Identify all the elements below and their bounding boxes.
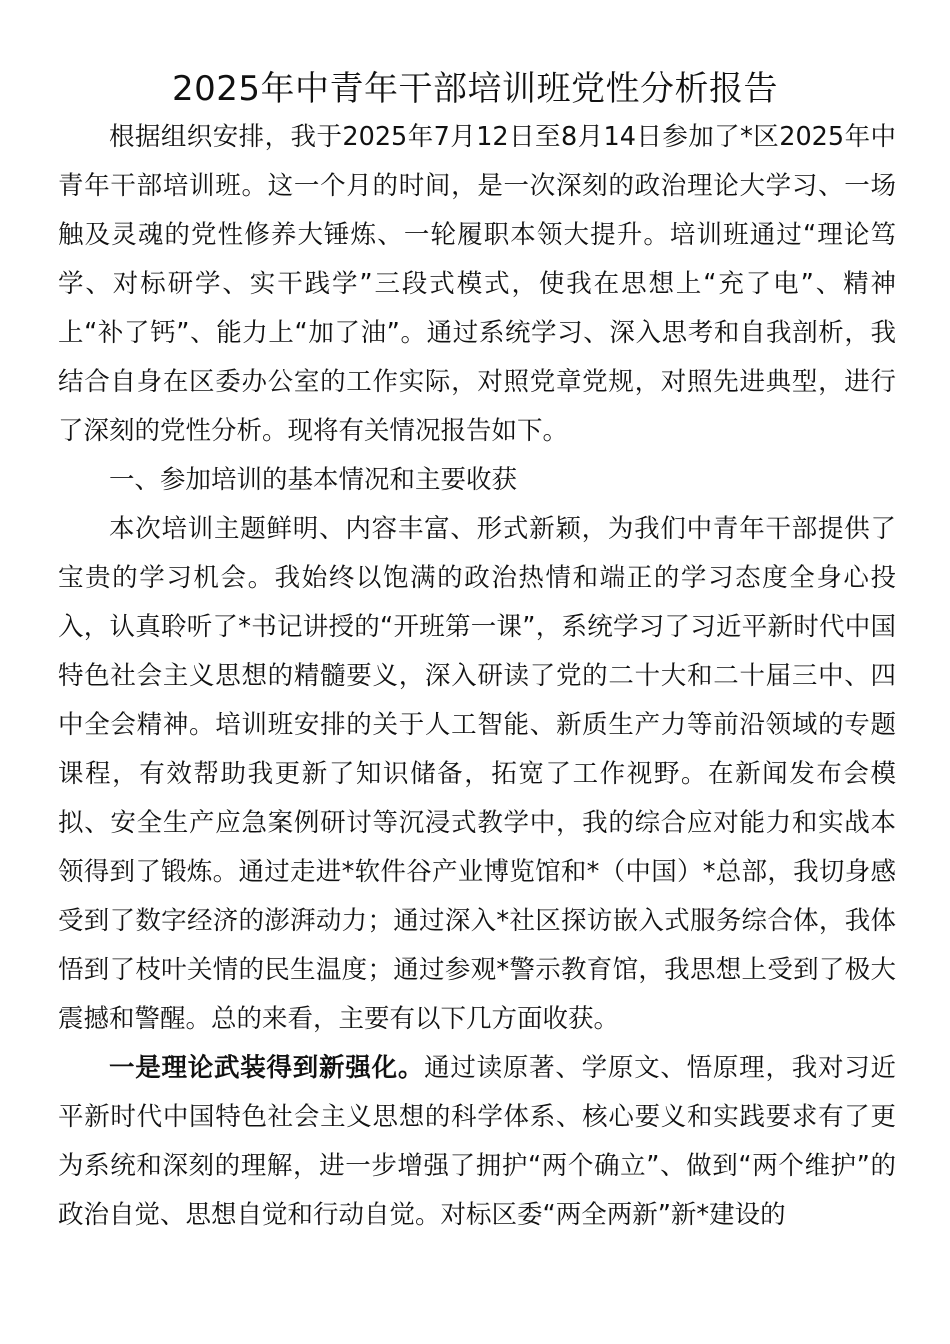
intro-paragraph: 根据组织安排，我于2025年7月12日至8月14日参加了*区2025年中青年干部培训班。这一个月的时间，是一次深刻的政治理论大学习、一场触及灵魂的党性修养大锤炼、一轮履职本领大提升。培训班通过“理论笃学、对标研学、实干践学”三段式模式，使我在思想上“充了电”、精神上“补了钙”、能力上“加了油”。通过系统学习、深入思考和自我剖析，我结合自身在区委办公室的工作实际，对照党章党规，对照先进典型，进行了深刻的党性分析。现将有关情况报告如下。 xyxy=(58,122,896,446)
point-one-text: 通过读原著、学原文、悟原理，我对习近平新时代中国特色社会主义思想的科学体系、核心要义和实践要求有了更为系统和深刻的理解，进一步增强了拥护“两个确立”、做到“两个维护”的政治自觉、思想自觉和行动自觉。对标区委“两全两新”新*建设的 xyxy=(58,1053,896,1230)
document-body xyxy=(58,113,896,1240)
point-one-lead: 一是理论武装得到新强化。 xyxy=(109,1053,425,1083)
section-heading xyxy=(58,456,896,505)
document-title: 2025年中青年干部培训班党性分析报告 xyxy=(171,69,779,109)
point-one-paragraph xyxy=(58,1044,896,1240)
section-paragraph: 本次培训主题鲜明、内容丰富、形式新颖，为我们中青年干部提供了宝贵的学习机会。我始终以饱满的政治热情和端正的学习态度全身心投入，认真聆听了*书记讲授的“开班第一课”，系统学习了习近平新时代中国特色社会主义思想的精髓要义，深入研读了党的二十大和二十届三中、四中全会精神。培训班安排的关于人工智能、新质生产力等前沿领域的专题课程，有效帮助我更新了知识储备，拓宽了工作视野。在新闻发布会模拟、安全生产应急案例研讨等沉浸式教学中，我的综合应对能力和实战本领得到了锻炼。通过走进*软件谷产业博览馆和*（中国）*总部，我切身感受到了数字经济的澎湃动力；通过深入*社区探访嵌入式服务综合体，我体悟到了枝叶关情的民生温度；通过参观*警示教育馆，我思想上受到了极大震撼和警醒。总的来看，主要有以下几方面收获。 xyxy=(58,514,896,1034)
section-heading-text: 一、参加培训的基本情况和主要收获 xyxy=(109,465,518,495)
